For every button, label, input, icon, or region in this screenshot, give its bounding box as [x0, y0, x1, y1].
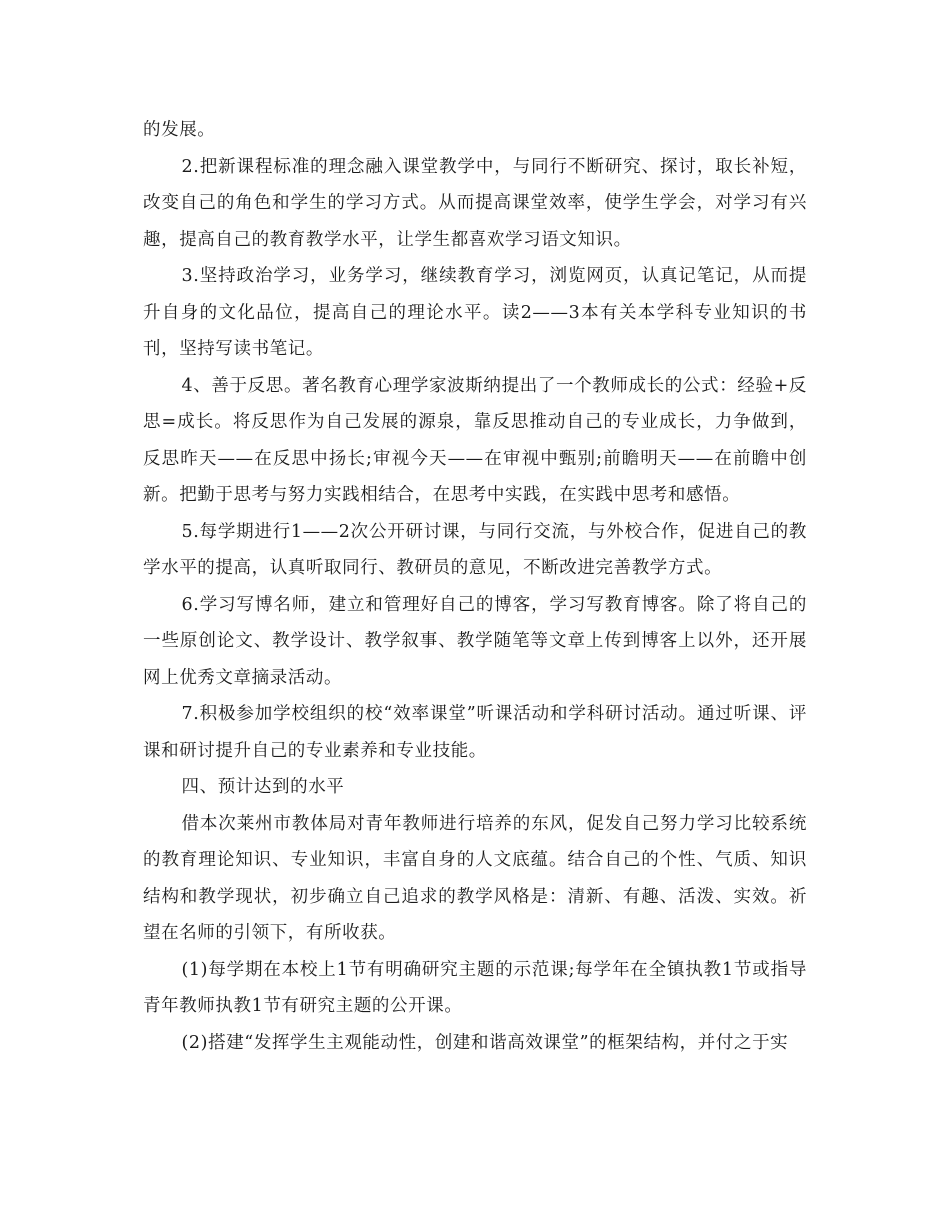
section-heading-4: 四、预计达到的水平: [181, 777, 345, 797]
paragraph-continuation: 的发展。: [143, 120, 216, 140]
document-body: [143, 112, 807, 1061]
paragraph-section-4-intro: 借本次莱州市教体局对青年教师进行培养的东风，促发自己努力学习比较系统的教育理论知识、专业知识，丰富自身的人文底蕴。结合自己的个性、气质、知识结构和教学现状，初步确立自己追求的教学风格是：清新、有趣、活泼、实效。祈望在名师的引领下，有所收获。: [143, 813, 807, 943]
paragraph-item-7: 7.积极参加学校组织的校“效率课堂”听课活动和学科研讨活动。通过听课、评课和研讨提升自己的专业素养和专业技能。: [143, 704, 807, 761]
paragraph-item-6: 6.学习写博名师，建立和管理好自己的博客，学习写教育博客。除了将自己的一些原创论文、教学设计、教学叙事、教学随笔等文章上传到博客上以外，还开展网上优秀文章摘录活动。: [143, 594, 807, 688]
paragraph-item-4: 4、善于反思。著名教育心理学家波斯纳提出了一个教师成长的公式：经验+反思=成长。将反思作为自己发展的源泉，靠反思推动自己的专业成长，力争做到，反思昨天——在反思中扬长;审视今天——在审视中甄别;前瞻明天——在前瞻中创新。把勤于思考与努力实践相结合，在思考中实践，在实践中思考和感悟。: [143, 375, 807, 505]
paragraph-item-2: 2.把新课程标准的理念融入课堂教学中，与同行不断研究、探讨，取长补短，改变自己的角色和学生的学习方式。从而提高课堂效率，使学生学会，对学习有兴趣，提高自己的教育教学水平，让学生都喜欢学习语文知识。: [143, 156, 807, 250]
paragraph-item-3: 3.坚持政治学习，业务学习，继续教育学习，浏览网页，认真记笔记，从而提升自身的文化品位，提高自己的理论水平。读2——3本有关本学科专业知识的书刊，坚持写读书笔记。: [143, 266, 807, 359]
paragraph-goal-1: (1)每学期在本校上1节有明确研究主题的示范课;每学年在全镇执教1节或指导青年教师执教1节有研究主题的公开课。: [143, 959, 807, 1016]
paragraph-item-5: 5.每学期进行1——2次公开研讨课，与同行交流，与外校合作，促进自己的教学水平的提高，认真听取同行、教研员的意见，不断改进完善教学方式。: [143, 521, 807, 578]
paragraph-goal-2: (2)搭建“发挥学生主观能动性，创建和谐高效课堂”的框架结构，并付之于实: [181, 1032, 789, 1053]
